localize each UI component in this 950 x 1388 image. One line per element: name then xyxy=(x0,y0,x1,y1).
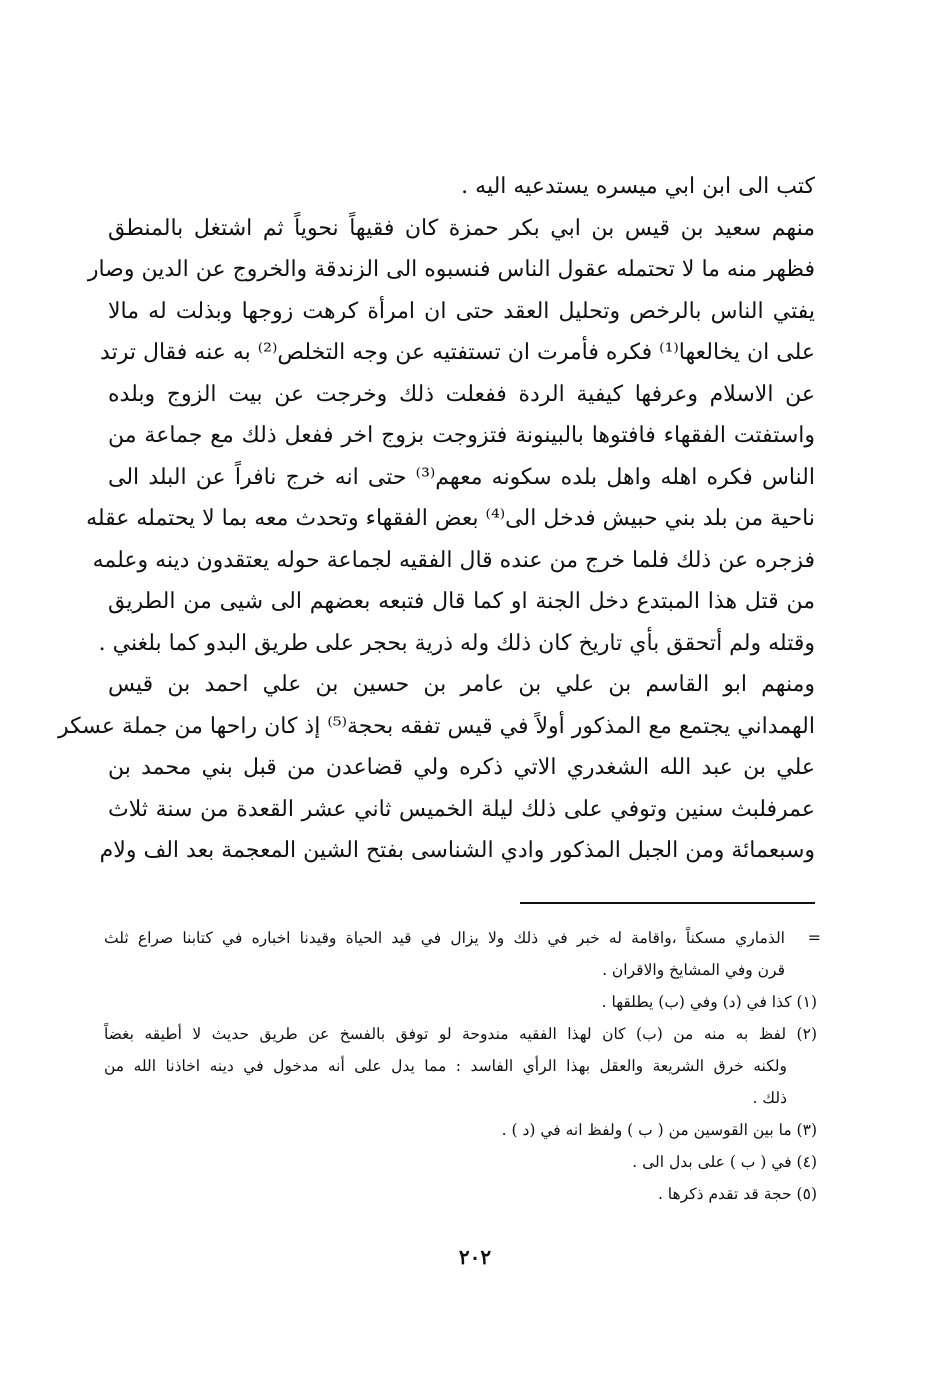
text-line: فزجره عن ذلك فلما خرج من عنده قال الفقيه لجماعة حوله يعتقدون دينه وعلمه xyxy=(92,547,815,573)
footnote-line: (٢) لفظ به منه من (ب) كان لهذا الفقيه مندوحة لو توفق بالفسخ عن طريق حديث لا أطيقه بغضاً xyxy=(104,1025,817,1043)
text-line: الهمداني يجتمع مع المذكور أولاً في قيس تفقه بحجة⁽⁵⁾ إذ كان راحها من جملة عسكر xyxy=(57,713,815,739)
footnote-line: الذماري مسكناً ،واقامة له خبر في ذلك ولا يزال في قيد الحياة وقيدنا اخباره في كتابنا صراع ثلث xyxy=(104,929,785,947)
text-line: وسبعمائة ومن الجبل المذكور وادي الشناسى بفتح الشين المعجمة بعد الف ولام xyxy=(99,838,815,863)
page-number: ٢٠٢ xyxy=(458,1245,492,1269)
text-line: فظهر منه ما لا تحتمله عقول الناس فنسبوه الى الزندقة والخروج عن الدين وصار xyxy=(87,257,815,282)
footnote-3 xyxy=(104,1114,817,1146)
text-line: منهم سعيد بن قيس بن ابي بكر حمزة كان فقيهاً نحوياً ثم اشتغل بالمنطق xyxy=(108,215,815,241)
text-line: الناس فكره اهله واهل بلده سكونه معهم⁽³⁾ حتى انه خرج نافراً عن البلد الى xyxy=(108,464,815,490)
footnote-line: (٤) في ( ب ) على بدل الى . xyxy=(632,1153,817,1171)
footnote-continuation xyxy=(104,922,821,986)
footnote-line: (٥) حجة قد تقدم ذكرها . xyxy=(657,1185,817,1203)
footnote-line: قرن وفي المشايخ والاقران . xyxy=(602,961,785,979)
footnote-line: ولكنه خرق الشريعة والعقل بهذا الرأي الفاسد : مما يدل على أنه مدخول في دينه اخاذنا الله من xyxy=(104,1057,787,1075)
text-line: عمرفلبث سنين وتوفي على ذلك ليلة الخميس ثاني عشر القعدة من سنة ثلاث xyxy=(108,796,815,822)
footnote-4 xyxy=(104,1146,817,1178)
text-line: وقتله ولم أتحقق بأي تاريخ كان ذلك وله ذرية بحجر على طريق البدو كما بلغني . xyxy=(98,630,815,656)
text-line: على ان يخالعها⁽¹⁾ فكره فأمرت ان تستفتيه عن وجه التخلص⁽²⁾ به عنه فقال ترتد xyxy=(100,340,815,365)
footnote-divider xyxy=(520,902,815,904)
footnote-line: (٣) ما بين القوسين من ( ب ) ولفظ انه في (د ) . xyxy=(501,1121,817,1139)
footnote-1 xyxy=(104,986,817,1018)
text-line: ومنهم ابو القاسم بن علي بن عامر بن حسين بن علي احمد بن قيس xyxy=(108,672,815,697)
footnote-5 xyxy=(104,1178,817,1210)
text-line: عن الاسلام وعرفها كيفية الردة ففعلت ذلك وخرجت عن بيت الزوج وبلده xyxy=(108,381,815,407)
text-line: واستفتت الفقهاء فافتوها بالبينونة فتزوجت بزوج اخر ففعل ذلك مع جماعة من xyxy=(108,423,815,448)
text-line: ناحية من بلد بني حبيش فدخل الى⁽⁴⁾ بعض الفقهاء وتحدث معه بما لا يحتمله عقله xyxy=(86,506,815,531)
continuation-mark: = xyxy=(807,928,821,947)
text-line: يفتي الناس بالرخص وتحليل العقد حتى ان امرأة كرهت زوجها وبذلت له مالا xyxy=(108,298,815,324)
footnote-line: (١) كذا في (د) وفي (ب) يطلقها . xyxy=(601,993,817,1011)
footnote-line: ذلك . xyxy=(752,1089,787,1107)
footnotes-block xyxy=(104,922,821,1210)
text-line: علي بن عبد الله الشغدري الاتي ذكره ولي قضاعدن من قبل بني محمد بن xyxy=(108,755,815,780)
text-line: كتب الى ابن ابي ميسره يستدعيه اليه . xyxy=(461,174,815,199)
footnote-2 xyxy=(104,1018,817,1114)
main-text-block xyxy=(57,166,815,872)
text-line: من قتل هذا المبتدع دخل الجنة او كما قال فتبعه بعضهم الى شيى من الطريق xyxy=(108,589,815,614)
